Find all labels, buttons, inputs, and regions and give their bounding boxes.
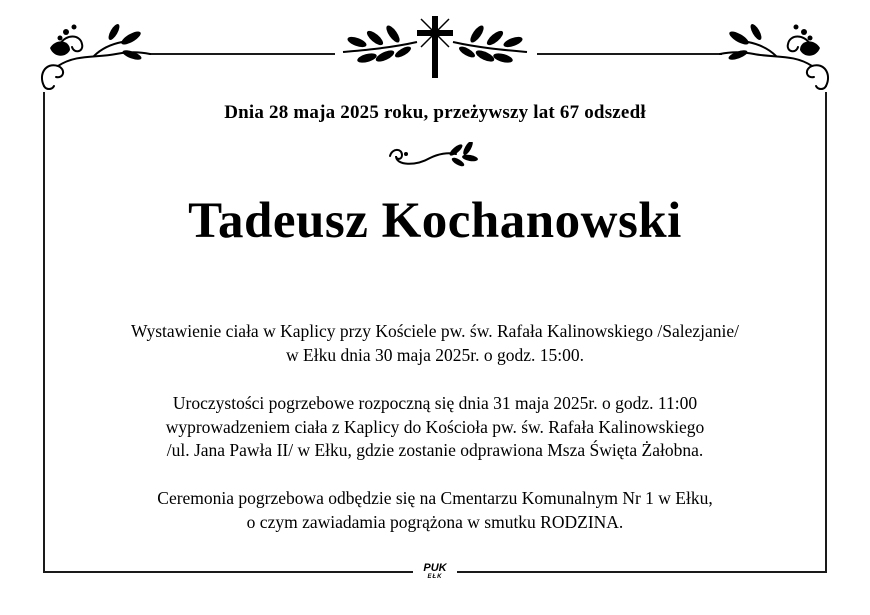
leaf-swirl-icon: [386, 142, 484, 172]
cross-with-laurel-icon: [335, 12, 535, 80]
logo-text: PUK: [423, 562, 447, 574]
floral-corner-icon: [36, 14, 166, 90]
puk-logo: [418, 563, 452, 583]
paragraph-line: /ul. Jana Pawła II/ w Ełku, gdzie zostanie odprawiona Msza Święta Żałobna.: [166, 440, 704, 460]
paragraph-line: w Ełku dnia 30 maja 2025r. o godz. 15:00.: [286, 344, 584, 365]
floral-corner-icon: [704, 14, 834, 90]
paragraph-line: o czym zawiadamia pogrążona w smutku RODZINA.: [246, 511, 624, 532]
deceased-name: Tadeusz Kochanowski: [188, 193, 682, 249]
paragraph-line: wyprowadzeniem ciała z Kaplicy do Kościoła pw. św. Rafała Kalinowskiego: [165, 416, 705, 437]
paragraph-line: Uroczystości pogrzebowe rozpoczną się dnia 31 maja 2025r. o godz. 11:00: [172, 393, 698, 413]
paragraph-line: Ceremonia pogrzebowa odbędzie się na Cmentarzu Komunalnym Nr 1 w Ełku,: [157, 488, 713, 508]
logo-subtext: EŁK: [427, 574, 443, 580]
frame-top-left-line: [150, 53, 335, 55]
burial-paragraph: [0, 487, 870, 534]
death-announcement-headline: Dnia 28 maja 2025 roku, przeżywszy lat 67 odszedł: [224, 102, 646, 123]
frame-bottom-left-border: [43, 571, 413, 573]
paragraph-line: Wystawienie ciała w Kaplicy przy Kościele pw. św. Rafała Kalinowskiego /Salezjanie/: [131, 321, 739, 341]
frame-top-right-line: [537, 53, 722, 55]
frame-bottom-right-border: [457, 571, 827, 573]
funeral-ceremony-paragraph: [0, 392, 870, 463]
viewing-paragraph: [0, 320, 870, 367]
